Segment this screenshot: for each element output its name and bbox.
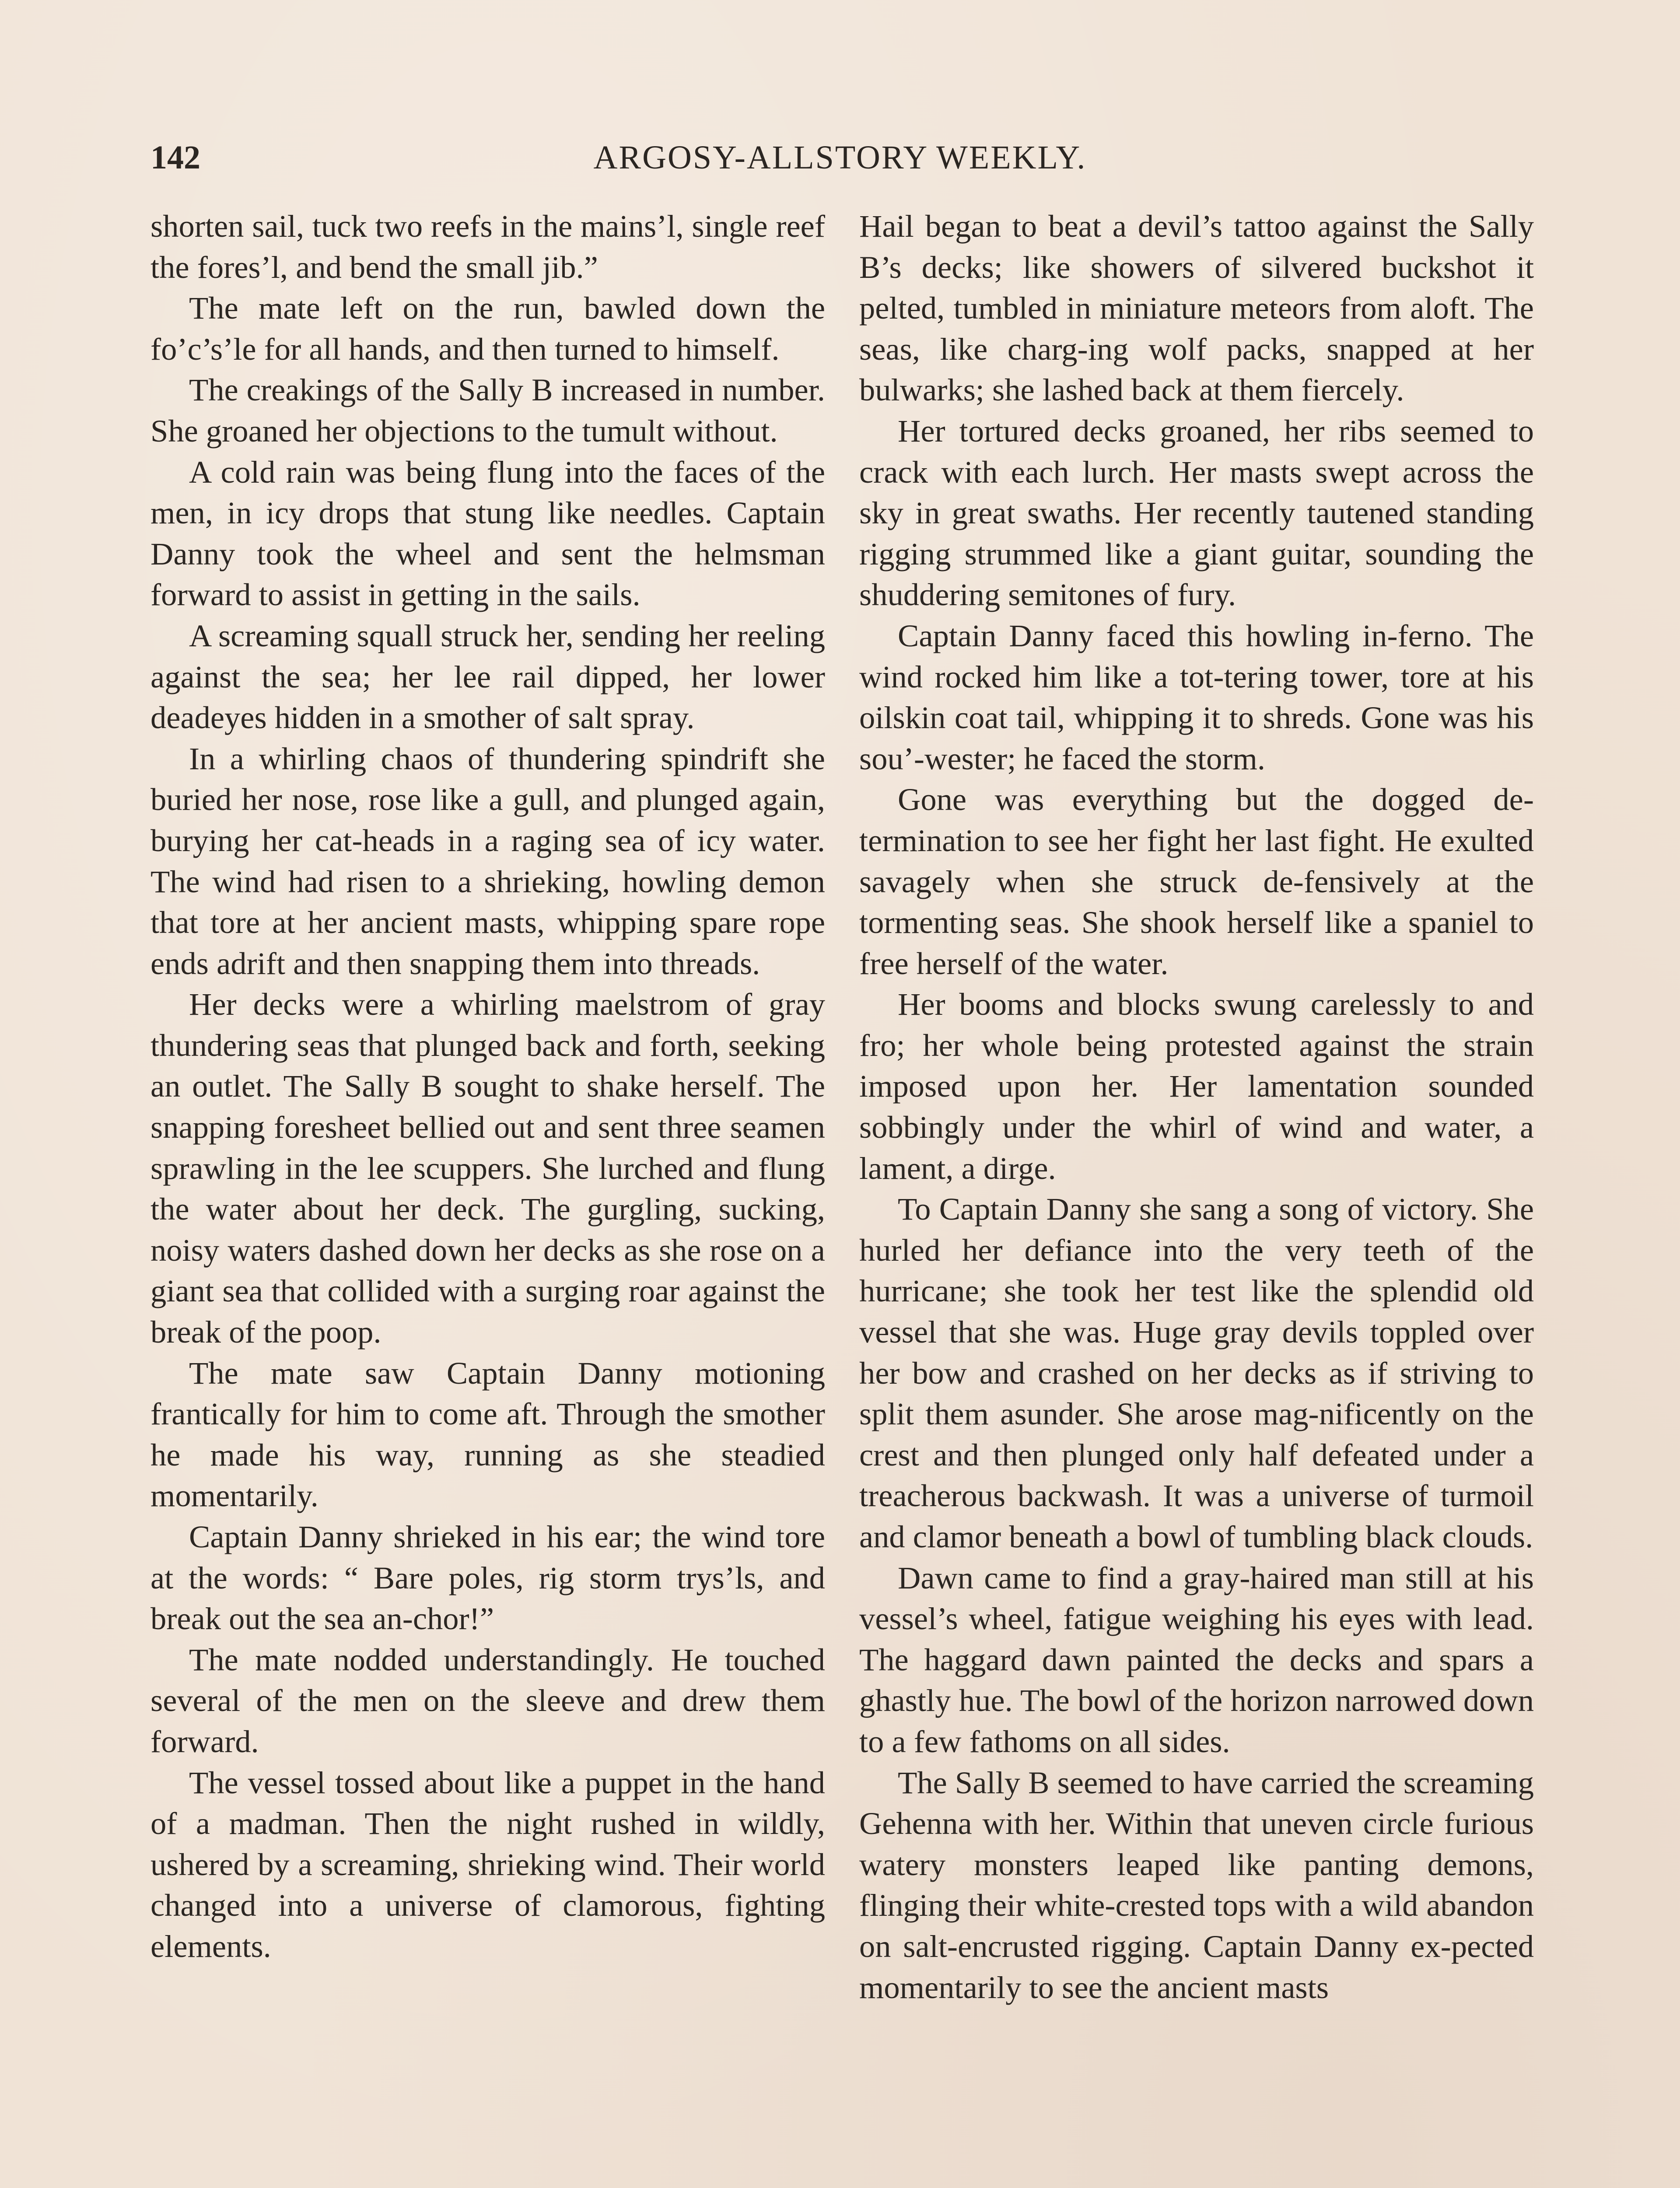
running-head: ARGOSY-ALLSTORY WEEKLY.	[593, 139, 1087, 176]
paragraph: The mate saw Captain Danny motioning frantically for him to come aft. Through the smother he made his way, running as she steadied momentarily.	[150, 1355, 825, 1514]
paragraph: To Captain Danny she sang a song of victory. She hurled her defiance into the very teeth of the hurricane; she took her test like the splendid old vessel that she was. Huge gray devils toppled over her bow and crashed on her decks as if striving to split them asunder. She arose mag-nificently on the crest and then plunged only half defeated under a treacherous backwash. It was a universe of turmoil and clamor beneath a bowl of tumbling black clouds.	[859, 1191, 1534, 1554]
paragraph: Captain Danny shrieked in his ear; the wind tore at the words: “ Bare poles, rig storm trys’ls, and break out the sea an-chor!”	[150, 1519, 825, 1637]
left-column	[150, 206, 825, 1967]
paragraph: The mate left on the run, bawled down the fo’c’s’le for all hands, and then turned to himself.	[150, 290, 825, 367]
page-number: 142	[150, 139, 200, 176]
paragraph: A cold rain was being flung into the faces of the men, in icy drops that stung like needles. Captain Danny took the wheel and sent the helmsman forward to assist in getting in the sails.	[150, 454, 825, 613]
paragraph: In a whirling chaos of thundering spindrift she buried her nose, rose like a gull, and plunged again, burying her cat-heads in a raging sea of icy water. The wind had risen to a shrieking, howling demon that tore at her ancient masts, whipping spare rope ends adrift and then snapping them into threads.	[150, 740, 825, 981]
paragraph: Hail began to beat a devil’s tattoo against the Sally B’s decks; like showers of silvered buckshot it pelted, tumbled in miniature meteors from aloft. The seas, like charg-ing wolf packs, snapped at her bulwarks; she lashed back at them fiercely.	[859, 208, 1534, 408]
page-header	[150, 131, 1530, 184]
right-column	[859, 206, 1534, 2008]
paragraph: Captain Danny faced this howling in-ferno. The wind rocked him like a tot-tering tower, tore at his oilskin coat tail, whipping it to shreds. Gone was his sou’-wester; he faced the storm.	[859, 617, 1534, 776]
paragraph: The mate nodded understandingly. He touched several of the men on the sleeve and drew them forward.	[150, 1641, 825, 1759]
paragraph: Her tortured decks groaned, her ribs seemed to crack with each lurch. Her masts swept across the sky in great swaths. Her recently tautened standing rigging strummed like a giant guitar, sounding the shuddering semitones of fury.	[859, 413, 1534, 613]
paragraph: Her booms and blocks swung carelessly to and fro; her whole being protested against the strain imposed upon her. Her lamentation sounded sobbingly under the whirl of wind and water, a lament, a dirge.	[859, 986, 1534, 1186]
paragraph: shorten sail, tuck two reefs in the mains’l, single reef the fores’l, and bend the small jib.”	[150, 208, 825, 285]
paragraph: A screaming squall struck her, sending her reeling against the sea; her lee rail dipped, her lower deadeyes hidden in a smother of salt spray.	[150, 617, 825, 736]
paragraph: The creakings of the Sally B increased in number. She groaned her objections to the tumult without.	[150, 372, 825, 449]
paragraph: The Sally B seemed to have carried the screaming Gehenna with her. Within that uneven circle furious watery monsters leaped like panting demons, flinging their white-crested tops with a wild abandon on salt-encrusted rigging. Captain Danny ex-pected momentarily to see the ancient masts	[859, 1764, 1534, 2005]
paragraph: Gone was everything but the dogged de-termination to see her fight her last fight. He exulted savagely when she struck de-fensively at the tormenting seas. She shook herself like a spaniel to free herself of the water.	[859, 782, 1534, 981]
paragraph: Her decks were a whirling maelstrom of gray thundering seas that plunged back and forth, seeking an outlet. The Sally B sought to shake herself. The snapping foresheet bellied out and sent three seamen sprawling in the lee scuppers. She lurched and flung the water about her deck. The gurgling, sucking, noisy waters dashed down her decks as she rose on a giant sea that collided with a surging roar against the break of the poop.	[150, 986, 825, 1350]
paragraph: Dawn came to find a gray-haired man still at his vessel’s wheel, fatigue weighing his eyes with lead. The haggard dawn painted the decks and spars a ghastly hue. The bowl of the horizon narrowed down to a few fathoms on all sides.	[859, 1560, 1534, 1759]
paragraph: The vessel tossed about like a puppet in the hand of a madman. Then the night rushed in wildly, ushered by a screaming, shrieking wind. Their world changed into a universe of clamorous, fighting elements.	[150, 1764, 825, 1964]
